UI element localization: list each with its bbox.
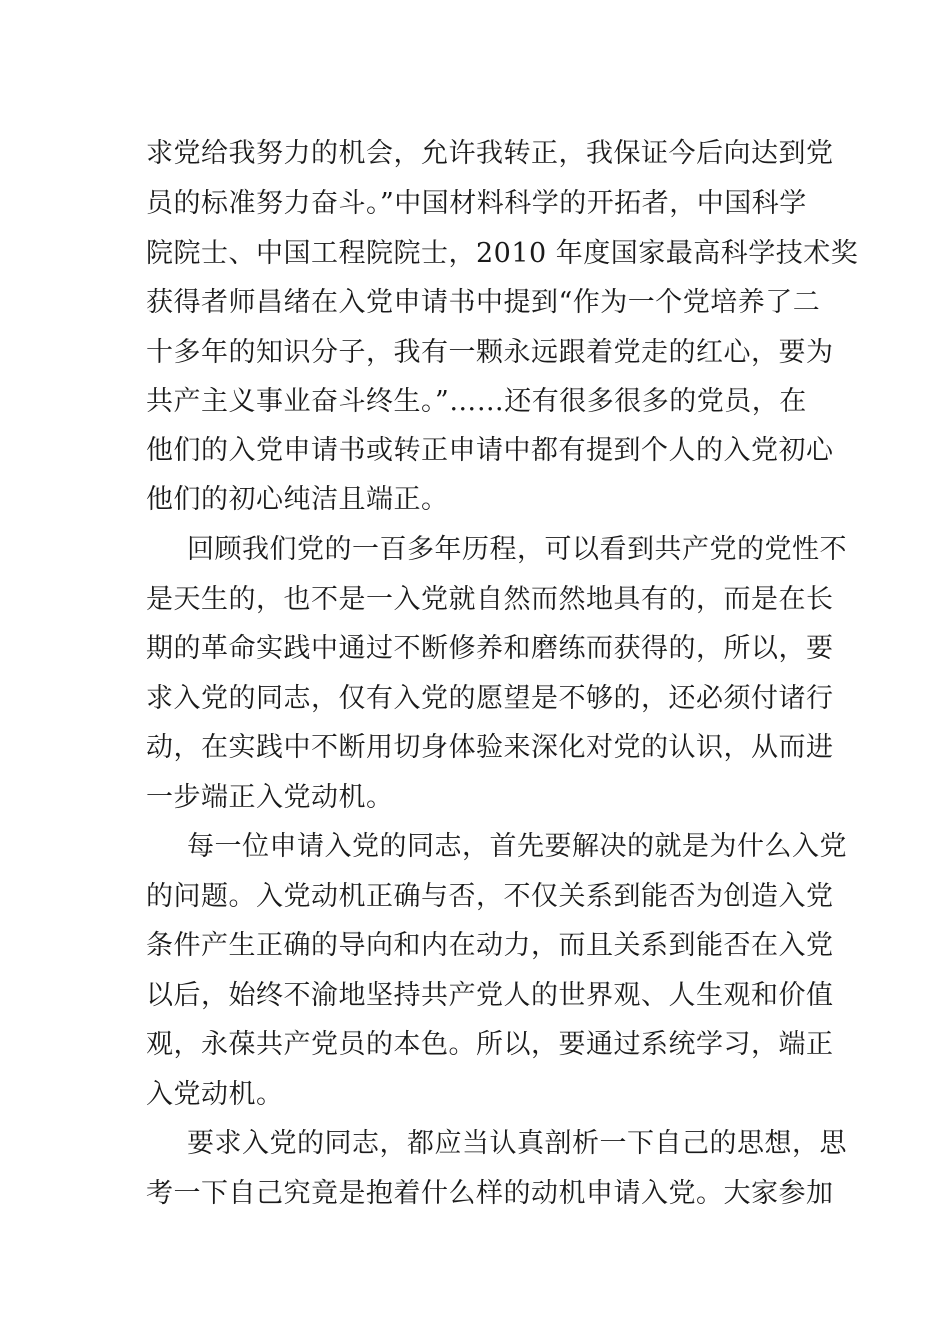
paragraph-first-line: 要求入党的同志，都应当认真剖析一下自己的思想，思 — [187, 1128, 847, 1159]
paragraph-end-line: 入党动机。 — [146, 1079, 284, 1110]
text-line: 他们的入党申请书或转正申请中都有提到个人的入党初心 — [146, 435, 834, 466]
paragraph-first-line: 每一位申请入党的同志，首先要解决的就是为什么入党 — [187, 831, 847, 862]
text-line: 求入党的同志，仅有入党的愿望是不够的，还必须付诸行 — [146, 683, 834, 714]
text-line: 共产主义事业奋斗终生。”……还有很多很多的党员，在 — [146, 386, 807, 417]
text-line: 获得者师昌绪在入党申请书中提到“作为一个党培养了二 — [146, 287, 821, 318]
paragraph-end-line: 一步端正入党动机。 — [146, 782, 394, 813]
text-line: 院院士、中国工程院院士，2010 年度国家最高科学技术奖 — [146, 238, 859, 269]
text-line: 十多年的知识分子，我有一颗永远跟着党走的红心，要为 — [146, 337, 834, 368]
text-line: 员的标准努力奋斗。”中国材料科学的开拓者，中国科学 — [146, 188, 807, 219]
paragraph-end-line: 他们的初心纯洁且端正。 — [146, 484, 449, 515]
text-line: 求党给我努力的机会，允许我转正，我保证今后向达到党 — [146, 138, 834, 169]
text-line: 是天生的，也不是一入党就自然而然地具有的，而是在长 — [146, 584, 834, 615]
text-line: 观，永葆共产党员的本色。所以，要通过系统学习，端正 — [146, 1029, 834, 1060]
text-line: 期的革命实践中通过不断修养和磨练而获得的，所以，要 — [146, 633, 834, 664]
text-line: 以后，始终不渝地坚持共产党人的世界观、人生观和价值 — [146, 980, 834, 1011]
text-line: 的问题。入党动机正确与否，不仅关系到能否为创造入党 — [146, 881, 834, 912]
text-line: 动，在实践中不断用切身体验来深化对党的认识，从而进 — [146, 732, 834, 763]
text-line: 条件产生正确的导向和内在动力，而且关系到能否在入党 — [146, 930, 834, 961]
paragraph-first-line: 回顾我们党的一百多年历程，可以看到共产党的党性不 — [187, 534, 847, 565]
text-line: 考一下自己究竟是抱着什么样的动机申请入党。大家参加 — [146, 1178, 834, 1209]
